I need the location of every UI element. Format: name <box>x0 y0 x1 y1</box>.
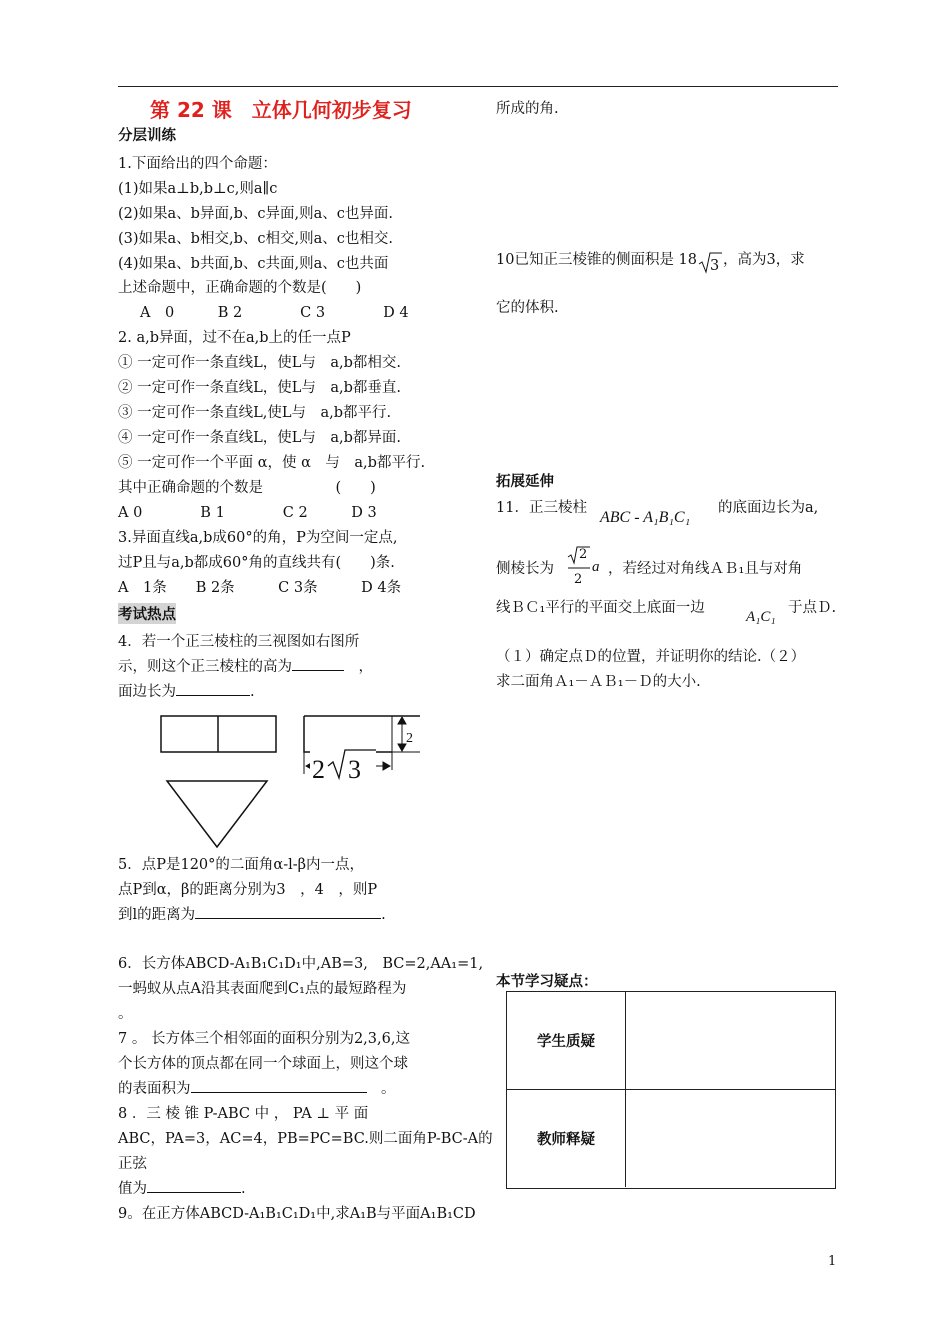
q7-blank[interactable] <box>191 1078 367 1093</box>
q2-statement-1: ① 一定可作一条直线L，使L与 a,b都相交. <box>118 355 402 371</box>
q3-options: A 1条 B 2条 C 3条 D 4条 <box>118 580 402 596</box>
q9-line-1: 9。在正方体ABCD-A₁B₁C₁D₁中,求A₁B与平面A₁B₁CD <box>118 1206 476 1222</box>
q3-line-1: 3.异面直线a,b成60°的角，P为空间一定点, <box>118 530 398 546</box>
doubts-row-student <box>507 992 835 1090</box>
q10-line-2: 它的体积. <box>496 300 559 316</box>
q6-line-3: 。 <box>118 1006 133 1022</box>
dimension-height-label: 2 <box>406 731 413 746</box>
q5-blank[interactable] <box>195 904 381 919</box>
q1-options: A 0 B 2 C 3 D 4 <box>140 305 409 321</box>
q1-proposition-1: (1)如果a⊥b,b⊥c,则a∥c <box>118 181 278 197</box>
doubts-table <box>506 991 836 1189</box>
q11-line-5: 求二面角Ａ₁－ＡＢ₁－Ｄ的大小. <box>496 674 701 690</box>
doubts-row-teacher-label: 教师释疑 <box>507 1090 626 1187</box>
q4-blank-edge[interactable] <box>176 681 250 696</box>
q9-line-2: 所成的角. <box>496 101 559 117</box>
top-view-triangle <box>167 781 267 847</box>
q4-blank-height[interactable] <box>292 656 344 671</box>
q6-line-1: 6．长方体ABCD-A₁B₁C₁D₁中,AB=3, BC=2,AA₁=1, <box>118 956 484 972</box>
dimension-height <box>386 716 420 770</box>
q1-proposition-3: (3)如果a、b相交,b、c相交,则a、c也相交. <box>118 231 393 247</box>
q2-statement-2: ② 一定可作一条直线L，使L与 a,b都垂直. <box>118 380 402 396</box>
q11-prism-expression: ABC - A₁B₁C₁ <box>600 509 691 526</box>
q11-edge-expression: A₁C₁ <box>746 609 776 625</box>
q2-stem: 2. a,b异面，过不在a,b上的任一点P <box>118 330 351 346</box>
q8-line-3: 正弦 <box>118 1156 147 1172</box>
doubts-row-student-label: 学生质疑 <box>507 992 626 1089</box>
top-rule <box>118 86 838 87</box>
q11-line-3-tail: 于点Ｄ. <box>788 600 837 616</box>
q1-proposition-2: (2)如果a、b异面,b、c异面,则a、c也异面. <box>118 206 393 222</box>
page-title: 第 22 课 立体几何初步复习 <box>150 98 412 122</box>
q4-line-1: 4．若一个正三棱柱的三视图如右图所 <box>118 634 360 650</box>
page-number: 1 <box>828 1254 837 1269</box>
q7-line-1: 7 。 长方体三个相邻面的面积分别为2,3,6,这 <box>118 1031 410 1047</box>
q10-sqrt: 3 <box>697 252 723 272</box>
q2-statement-5: ⑤ 一定可作一个平面 α，使 α 与 a,b都平行. <box>118 455 426 471</box>
q11-line-1-label: 11．正三棱柱 <box>496 500 587 516</box>
q11-line-1-tail: 的底面边长为a, <box>718 500 819 516</box>
q8-line-1: 8 ．三 棱 锥 P-ABC 中 ， PA ⊥ 平 面 <box>118 1106 369 1122</box>
q6-line-2: 一蚂蚁从点A沿其表面爬到C₁点的最短路程为 <box>118 981 407 997</box>
q8-blank[interactable] <box>147 1178 241 1193</box>
q11-line-2-tail: ，若经过对角线ＡＢ₁且与对角 <box>608 561 803 577</box>
q7-line-2: 个长方体的顶点都在同一个球面上，则这个球 <box>118 1056 408 1072</box>
q1-stem: 1.下面给出的四个命题： <box>118 156 277 172</box>
section-layered-training: 分层训练 <box>118 128 176 144</box>
doubts-row-teacher-input[interactable] <box>626 1090 835 1187</box>
q10-line-1: 10已知正三棱锥的侧面积是 18 3 ，高为3，求 <box>496 252 805 274</box>
q3-line-2: 过P且与a,b都成60°角的直线共有( )条. <box>118 555 395 571</box>
three-view-figure <box>150 706 440 852</box>
q11-line-4: （１）确定点Ｄ的位置，并证明你的结论.（２） <box>496 649 806 665</box>
q8-line-4: 值为 . <box>118 1177 246 1202</box>
q8-line-2: ABC，PA=3，AC=4，PB=PC=BC.则二面角P-BC-A的 <box>118 1131 493 1147</box>
q4-line-2: 示，则这个正三棱柱的高为 ， <box>118 655 373 680</box>
q2-options: A 0 B 1 C 2 D 3 <box>118 505 377 521</box>
dimension-width-coefficient: 2 <box>312 755 325 784</box>
q4-line-3: 面边长为 . <box>118 680 255 705</box>
section-extension: 拓展延伸 <box>496 474 554 490</box>
q5-line-1: 5．点P是120°的二面角α-l-β内一点， <box>118 857 365 873</box>
q5-line-2: 点P到α，β的距离分别为3 ，4 ，则P <box>118 882 378 898</box>
q11-line-2-label: 侧棱长为 <box>496 561 554 577</box>
q2-ask: 其中正确命题的个数是 ( ) <box>118 480 376 496</box>
q1-proposition-4: (4)如果a、b共面,b、c共面,则a、c也共面 <box>118 256 389 272</box>
q2-statement-3: ③ 一定可作一条直线L,使L与 a,b都平行. <box>118 405 392 421</box>
doubts-row-student-input[interactable] <box>626 992 835 1089</box>
section-exam-hotspots: 考试热点 <box>118 603 176 624</box>
side-view <box>304 716 392 752</box>
section-learning-doubts: 本节学习疑点： <box>496 974 598 990</box>
q11-fraction: 2 2 a <box>566 545 606 593</box>
dimension-width-radicand: 3 <box>348 755 361 784</box>
q5-line-3: 到l的距离为 . <box>118 903 386 928</box>
q2-statement-4: ④ 一定可作一条直线L，使L与 a,b都异面. <box>118 430 402 446</box>
q7-line-3: 的表面积为 。 <box>118 1077 396 1102</box>
doubts-row-teacher <box>507 1090 835 1187</box>
q11-line-3-label: 线ＢＣ₁平行的平面交上底面一边 <box>496 600 705 616</box>
q1-ask: 上述命题中，正确命题的个数是( ) <box>118 280 362 296</box>
